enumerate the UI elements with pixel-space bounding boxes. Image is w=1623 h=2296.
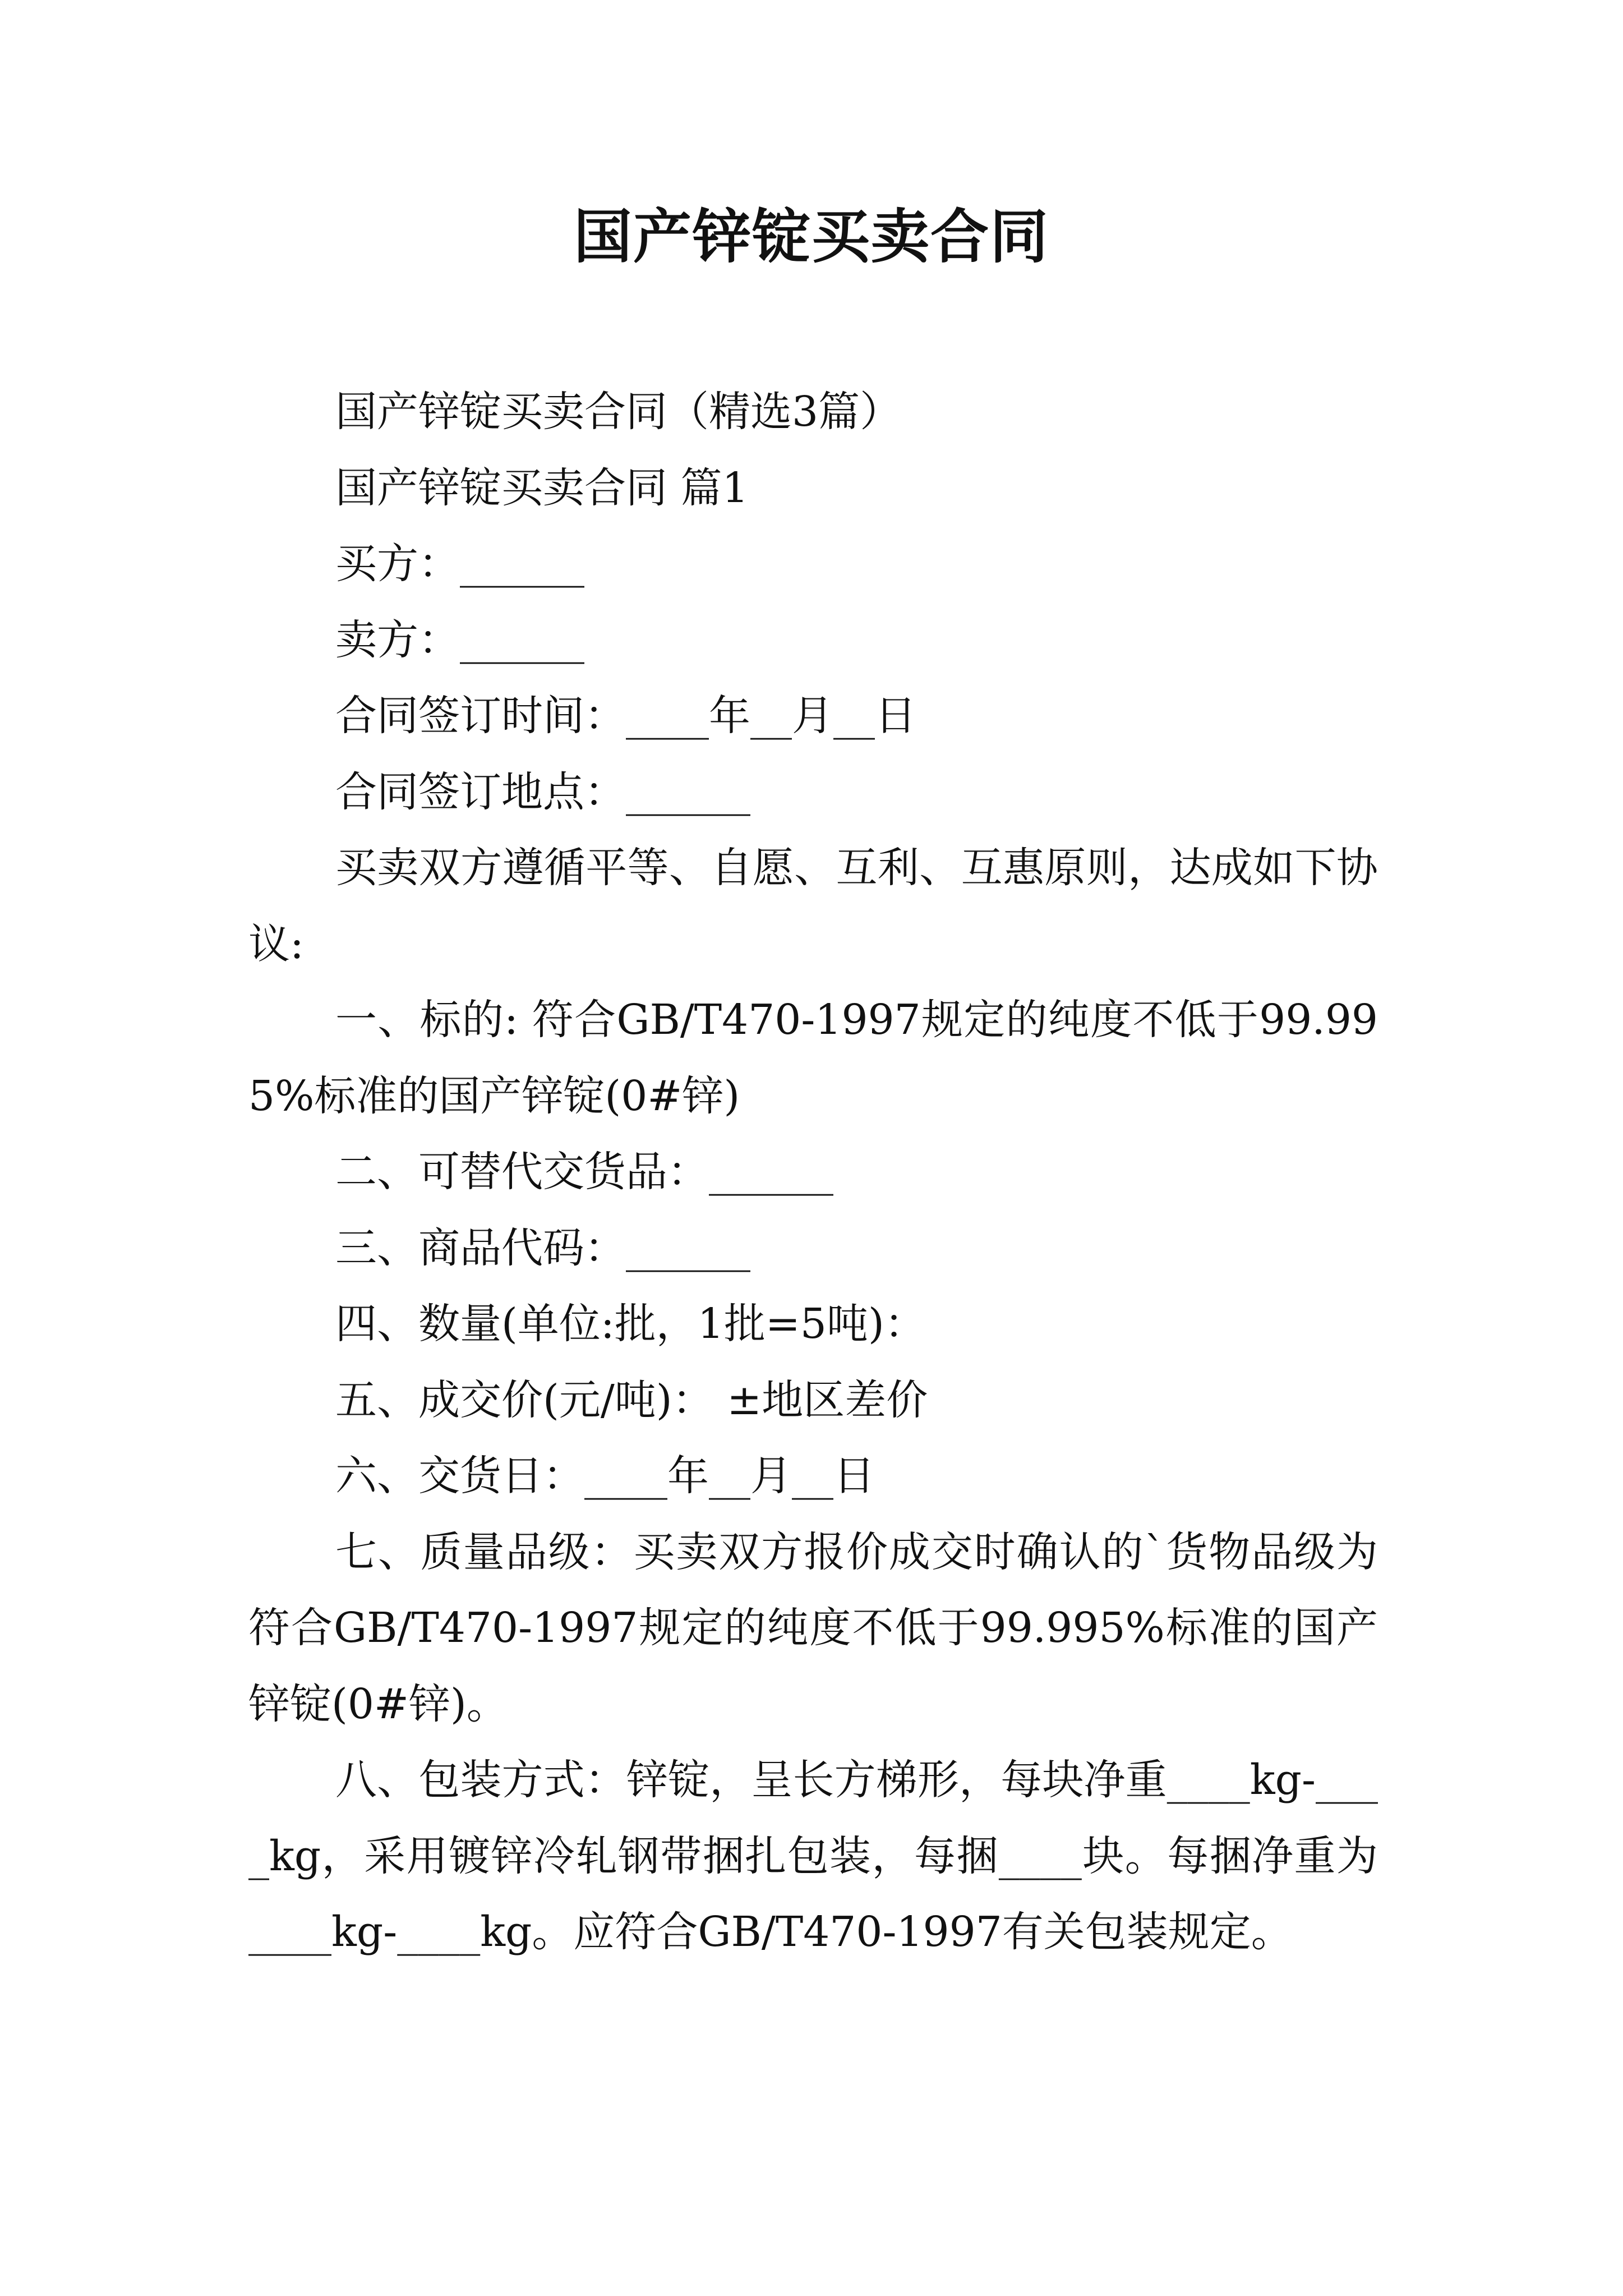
paragraph-sign-place: 合同签订地点：______ xyxy=(335,767,750,816)
paragraph-clause-3: 三、商品代码：______ xyxy=(335,1223,750,1272)
paragraph-subtitle: 国产锌锭买卖合同（精选3篇） xyxy=(335,388,902,436)
document-title: 国产锌锭买卖合同 xyxy=(573,202,1049,271)
document-body xyxy=(248,374,1378,1971)
paragraph-clause-1: 一、标的: 符合GB/T470-1997规定的纯度不低于99.995%标准的国产锌锭(0#锌) xyxy=(248,996,1378,1120)
paragraph-seller: 卖方：______ xyxy=(335,615,584,664)
paragraph-sign-date: 合同签订时间：____年__月__日 xyxy=(335,692,916,740)
paragraph-preamble: 买卖双方遵循平等、自愿、互利、互惠原则，达成如下协议: xyxy=(248,844,1378,968)
paragraph-part-heading: 国产锌锭买卖合同 篇1 xyxy=(335,463,749,512)
paragraph-clause-7: 七、质量品级：买卖双方报价成交时确认的`货物品级为符合GB/T470-1997规定的纯度不低于99.995%标准的国产锌锭(0#锌)。 xyxy=(248,1527,1378,1728)
paragraph-clause-4: 四、数量(单位:批，1批=5吨)： xyxy=(335,1300,926,1348)
paragraph-clause-6: 六、交货日：____年__月__日 xyxy=(335,1452,875,1500)
paragraph-buyer: 买方：______ xyxy=(335,540,584,588)
paragraph-clause-5: 五、成交价(元/吨)： ±地区差价 xyxy=(335,1375,928,1424)
paragraph-clause-8: 八、包装方式：锌锭，呈长方梯形，每块净重____kg-____kg，采用镀锌冷轧钢带捆扎包装，每捆____块。每捆净重为____kg-____kg。应符合GB/T470-1997有关包装规定。 xyxy=(248,1756,1378,1956)
paragraph-clause-2: 二、可替代交货品：______ xyxy=(335,1148,833,1196)
